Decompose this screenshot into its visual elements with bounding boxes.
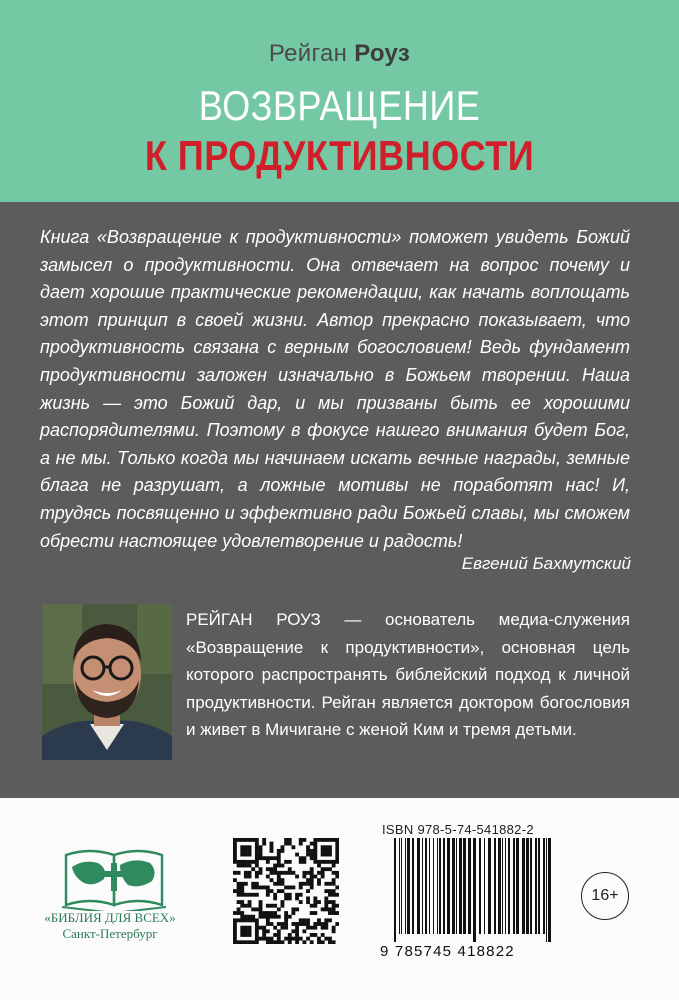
bio-text: — основатель медиа-служения «Возвращение к продуктивности», основная цель которого распространять библейский подход к личной продуктивности. Рейган является доктором богословия и живет в Мичигане с женой Ким и тремя детьми.: [186, 610, 631, 740]
age-rating-badge: 16+: [581, 872, 629, 920]
book-title-line2: К ПРОДУКТИВНОСТИ: [144, 132, 535, 179]
publisher-city: Санкт-Петербург: [62, 926, 158, 941]
author-name-top: [0, 40, 679, 68]
book-title-line1: ВОЗВРАЩЕНИЕ: [198, 82, 481, 129]
qr-code: [233, 838, 339, 944]
publisher-name: «БИБЛИЯ ДЛЯ ВСЕХ»: [44, 910, 176, 925]
isbn-barcode: [392, 838, 552, 942]
bio-author-name: РЕЙГАН РОУЗ: [186, 610, 321, 629]
author-bio: [186, 606, 630, 744]
open-book-globe-icon: [20, 845, 210, 911]
author-last-name: Роуз: [354, 40, 411, 67]
isbn-label: ISBN 978-5-74-541882-2: [382, 822, 534, 837]
barcode-digits: 9 785745 418822: [380, 943, 515, 960]
author-first-name: Рейган: [268, 40, 348, 67]
blurb-reviewer: Евгений Бахмутский: [461, 554, 631, 573]
author-photo: [42, 604, 172, 760]
book-blurb: Книга «Возвращение к продуктивности» поможет увидеть Божий замысел о продуктивности. Она отвечает на вопрос почему и дает хорошие практические рекомендации, как начать воплощать этот принцип в своей жизни. Автор прекрасно показывает, что продуктивность связана с верным богословием! Ведь фундамент продуктивности заложен изначально в Божьем творении. Наша жизнь — это Божий дар, и мы призваны быть ее хорошими распорядителями. Поэтому в фокусе нашего внимания будет Бог, а не мы. Только когда мы начинаем искать вечные награды, земные блага не разрушат, а ложные мотивы не поработят нас! И, трудясь посвященно и эффективно ради Божьей славы, мы сможем обрести настоящее удовлетворение и радость!: [40, 227, 630, 551]
